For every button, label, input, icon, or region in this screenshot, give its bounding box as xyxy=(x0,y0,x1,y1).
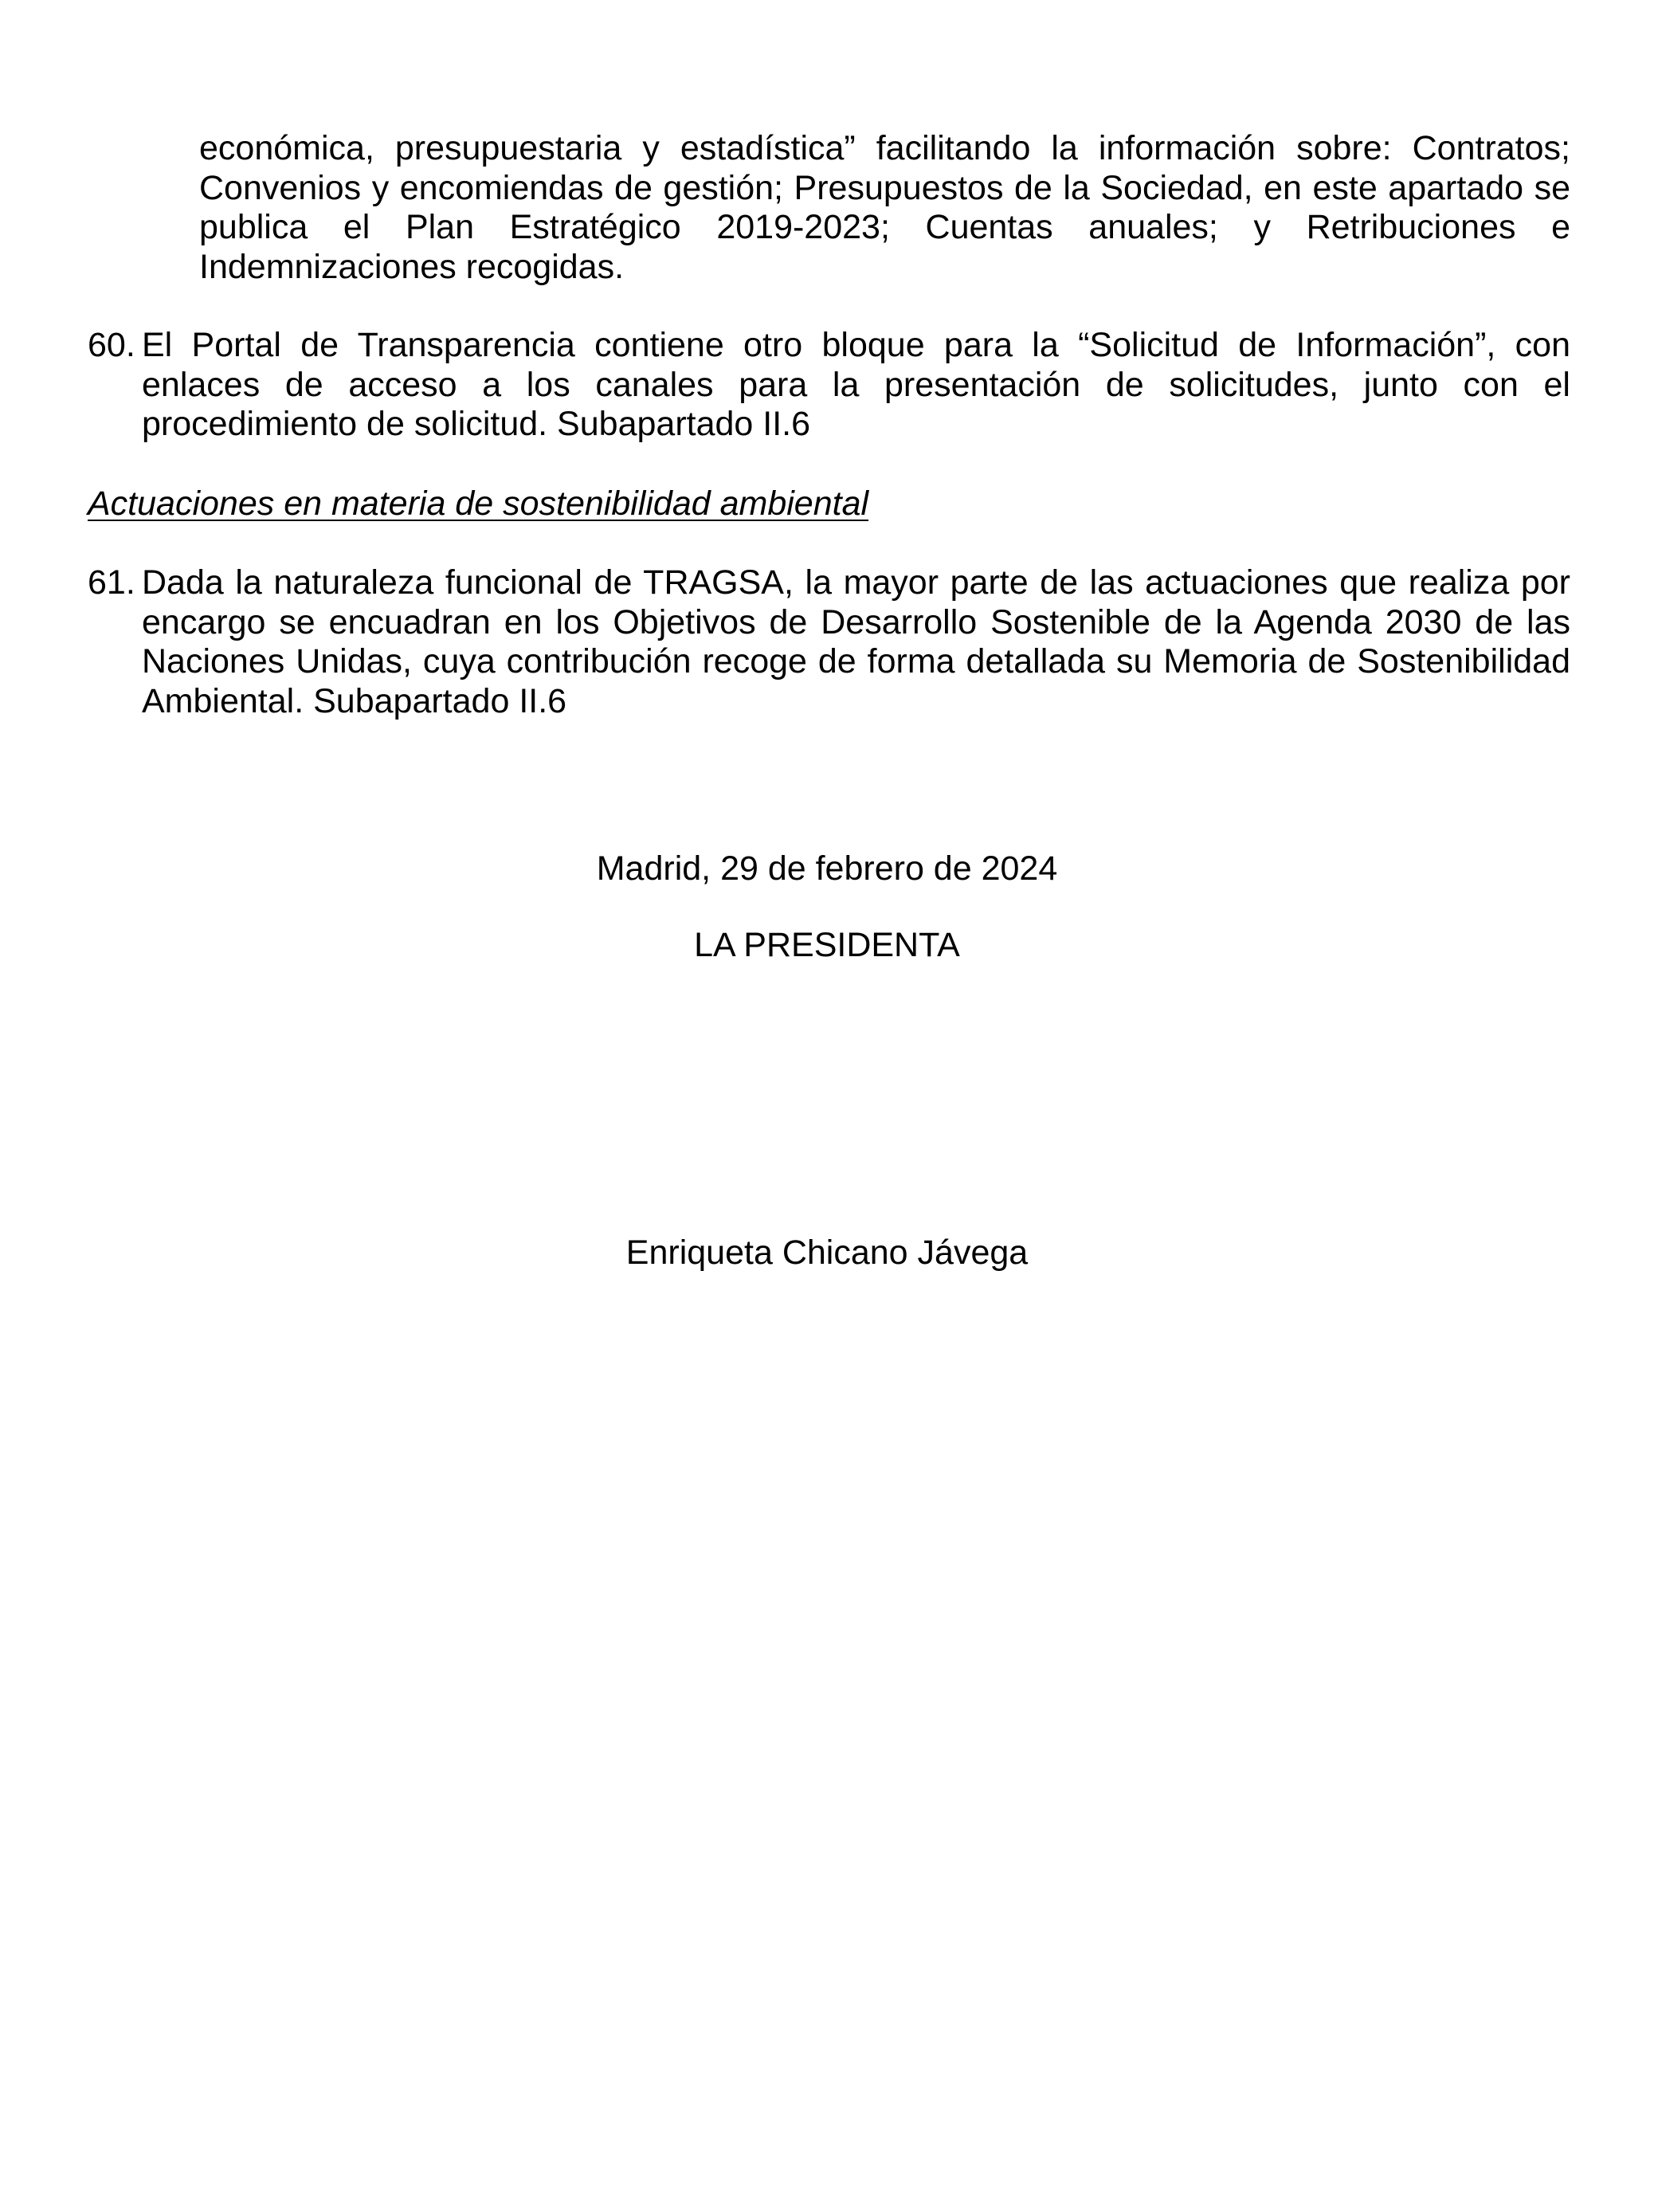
section-heading: Actuaciones en materia de sostenibilidad ambiental xyxy=(88,484,869,523)
numbered-item-60 xyxy=(88,326,1570,445)
place-date: Madrid, 29 de febrero de 2024 xyxy=(596,849,1058,888)
item-text: El Portal de Transparencia contiene otro bloque para la “Solicitud de Información”, con enlaces de acceso a los canales para la presentación de solicitudes, junto con el procedimiento de solicitud. Subapartado II.6 xyxy=(142,326,1570,443)
item-text: Dada la naturaleza funcional de TRAGSA, la mayor parte de las actuaciones que realiza por encargo se encuadran en los Objetivos de Desarrollo Sostenible de la Agenda 2030 de las Naciones Unidas, cuya contribución recoge de forma detallada su Memoria de Sostenibilidad Ambiental. Subapartado II.6 xyxy=(142,563,1570,720)
continuation-paragraph: económica, presupuestaria y estadística” facilitando la información sobre: Contratos; Convenios y encomiendas de gestión; Presupuestos de la Sociedad, en este apartado se publica el Plan Estratégico 2019-2023; Cuentas anuales; y Retribuciones e Indemnizaciones recogidas. xyxy=(199,129,1570,286)
item-number: 61. xyxy=(88,563,135,602)
signer-name: Enriqueta Chicano Jávega xyxy=(625,1233,1029,1272)
signer-title: LA PRESIDENTA xyxy=(694,926,960,964)
numbered-item-61 xyxy=(88,563,1570,721)
item-number: 60. xyxy=(88,326,135,364)
